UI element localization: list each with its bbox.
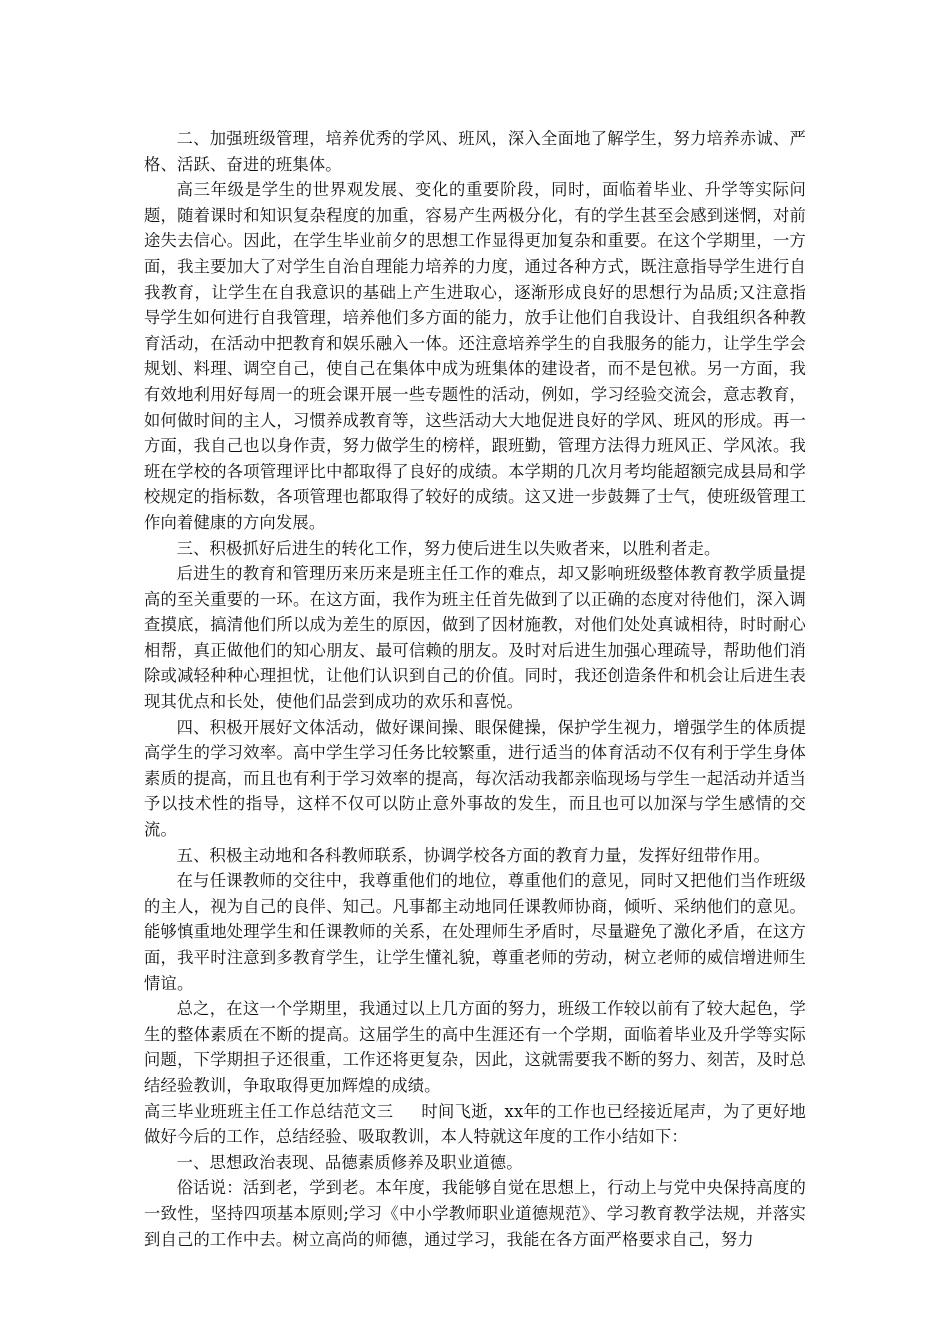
section-title-paragraph [144, 1099, 806, 1150]
paragraph-1-heading: 一、思想政治表现、品德素质修养及职业道德。 [176, 1152, 523, 1172]
paragraph: 在与任课教师的交往中，我尊重他们的地位，尊重他们的意见，同时又把他们当作班级的主人，视为自己的良伴、知己。凡事都主动地同任课教师协商，倾听、采纳他们的意见。能够慎重地处理学生和任课教师的关系，在处理师生矛盾时，尽量避免了激化矛盾，在这方面，我平时注意到多教育学生，让学生懂礼貌，尊重老师的劳动，树立老师的威信增进师生情谊。 [144, 871, 806, 993]
paragraph: 高三年级是学生的世界观发展、变化的重要阶段，同时，面临着毕业、升学等实际问题，随着课时和知识复杂程度的加重，容易产生两极分化，有的学生甚至会感到迷惘，对前途失去信心。因此，在学生毕业前夕的思想工作显得更加复杂和重要。在这个学期里，一方面，我主要加大了对学生自治自理能力培养的力度，通过各种方式，既注意指导学生进行自我教育，让学生在自我意识的基础上产生进取心，逐渐形成良好的思想行为品质;又注意指导学生如何进行自我管理，培养他们多方面的能力，放手让他们自我设计、自我组织各种教育活动，在活动中把教育和娱乐融入一体。还注意培养学生的自我服务的能力，让学生学会规划、料理、调空自己，使自己在集体中成为班集体的建设者，而不是包袱。另一方面，我有效地利用好每周一的班会课开展一些专题性的活动，例如，学习经验交流会，意志教育，如何做时间的主人，习惯养成教育等，这些活动大大地促进良好的学风、班风的形成。再一方面，我自己也以身作责，努力做学生的榜样，跟班勤，管理方法得力班风正、学风浓。我班在学校的各项管理评比中都取得了良好的成绩。本学期的几次月考均能超额完成县局和学校规定的指标数，各项管理也都取得了较好的成绩。这又进一步鼓舞了士气，使班级管理工作向着健康的方向发展。 [144, 180, 806, 532]
paragraph-summary: 总之，在这一个学期里，我通过以上几方面的努力，班级工作较以前有了较大起色，学生的整体素质在不断的提高。这届学生的高中生涯还有一个学期，面临着毕业及升学等实际问题，下学期担子还很重，工作还将更复杂，因此，这就需要我不断的努力、刻苦，及时总结经验教训，争取取得更加辉煌的成绩。 [144, 999, 806, 1095]
paragraph: 后进生的教育和管理历来历来是班主任工作的难点，却又影响班级整体教育教学质量提高的至关重要的一环。在这方面，我作为班主任首先做到了以正确的态度对待他们，深入调查摸底，搞清他们所以成为差生的原因，做到了因材施教，对他们处处真诚相待，时时耐心相帮，真正做他们的知心朋友、最可信赖的朋友。及时对后进生加强心理疏导，帮助他们消除或减轻种种心理担忧，让他们认识到自己的价值。同时，我还创造条件和机会让后进生表现其优点和长处，使他们品尝到成功的欢乐和喜悦。 [144, 564, 806, 712]
section-intro: 时间飞逝，xx年的工作也已经接近尾声，为了更好地做好今后的工作，总结经验、吸取教训，本人特就这年度的工作小结如下： [144, 1101, 806, 1147]
paragraph-4-heading: 四、积极开展好文体活动，做好课间操、眼保健操，保护学生视力，增强学生的体质提高学生的学习效率。高中学生学习任务比较繁重，进行适当的体育活动不仅有利于学生身体素质的提高，而且也有利于学习效率的提高，每次活动我都亲临现场与学生一起活动并适当予以技术性的指导，这样不仅可以防止意外事故的发生，而且也可以加深与学生感情的交流。 [144, 717, 806, 840]
document-body [144, 126, 806, 1252]
paragraph: 俗话说：活到老，学到老。本年度，我能够自觉在思想上，行动上与党中央保持高度的一致性，坚持四项基本原则;学习《中小学教师职业道德规范》、学习教育教学法规，并落实到自己的工作中去。树立高尚的师德，通过学习，我能在各方面严格要求自己，努力 [144, 1178, 806, 1249]
section-title: 高三毕业班班主任工作总结范文三 [144, 1101, 394, 1121]
paragraph-2-heading: 二、加强班级管理，培养优秀的学风、班风，深入全面地了解学生，努力培养赤诚、严格、活跃、奋进的班集体。 [144, 129, 806, 174]
paragraph-5-heading: 五、积极主动地和各科教师联系，协调学校各方面的教育力量，发挥好纽带作用。 [176, 845, 770, 865]
paragraph-3-heading: 三、积极抓好后进生的转化工作，努力使后进生以失败者来，以胜利者走。 [176, 538, 721, 558]
